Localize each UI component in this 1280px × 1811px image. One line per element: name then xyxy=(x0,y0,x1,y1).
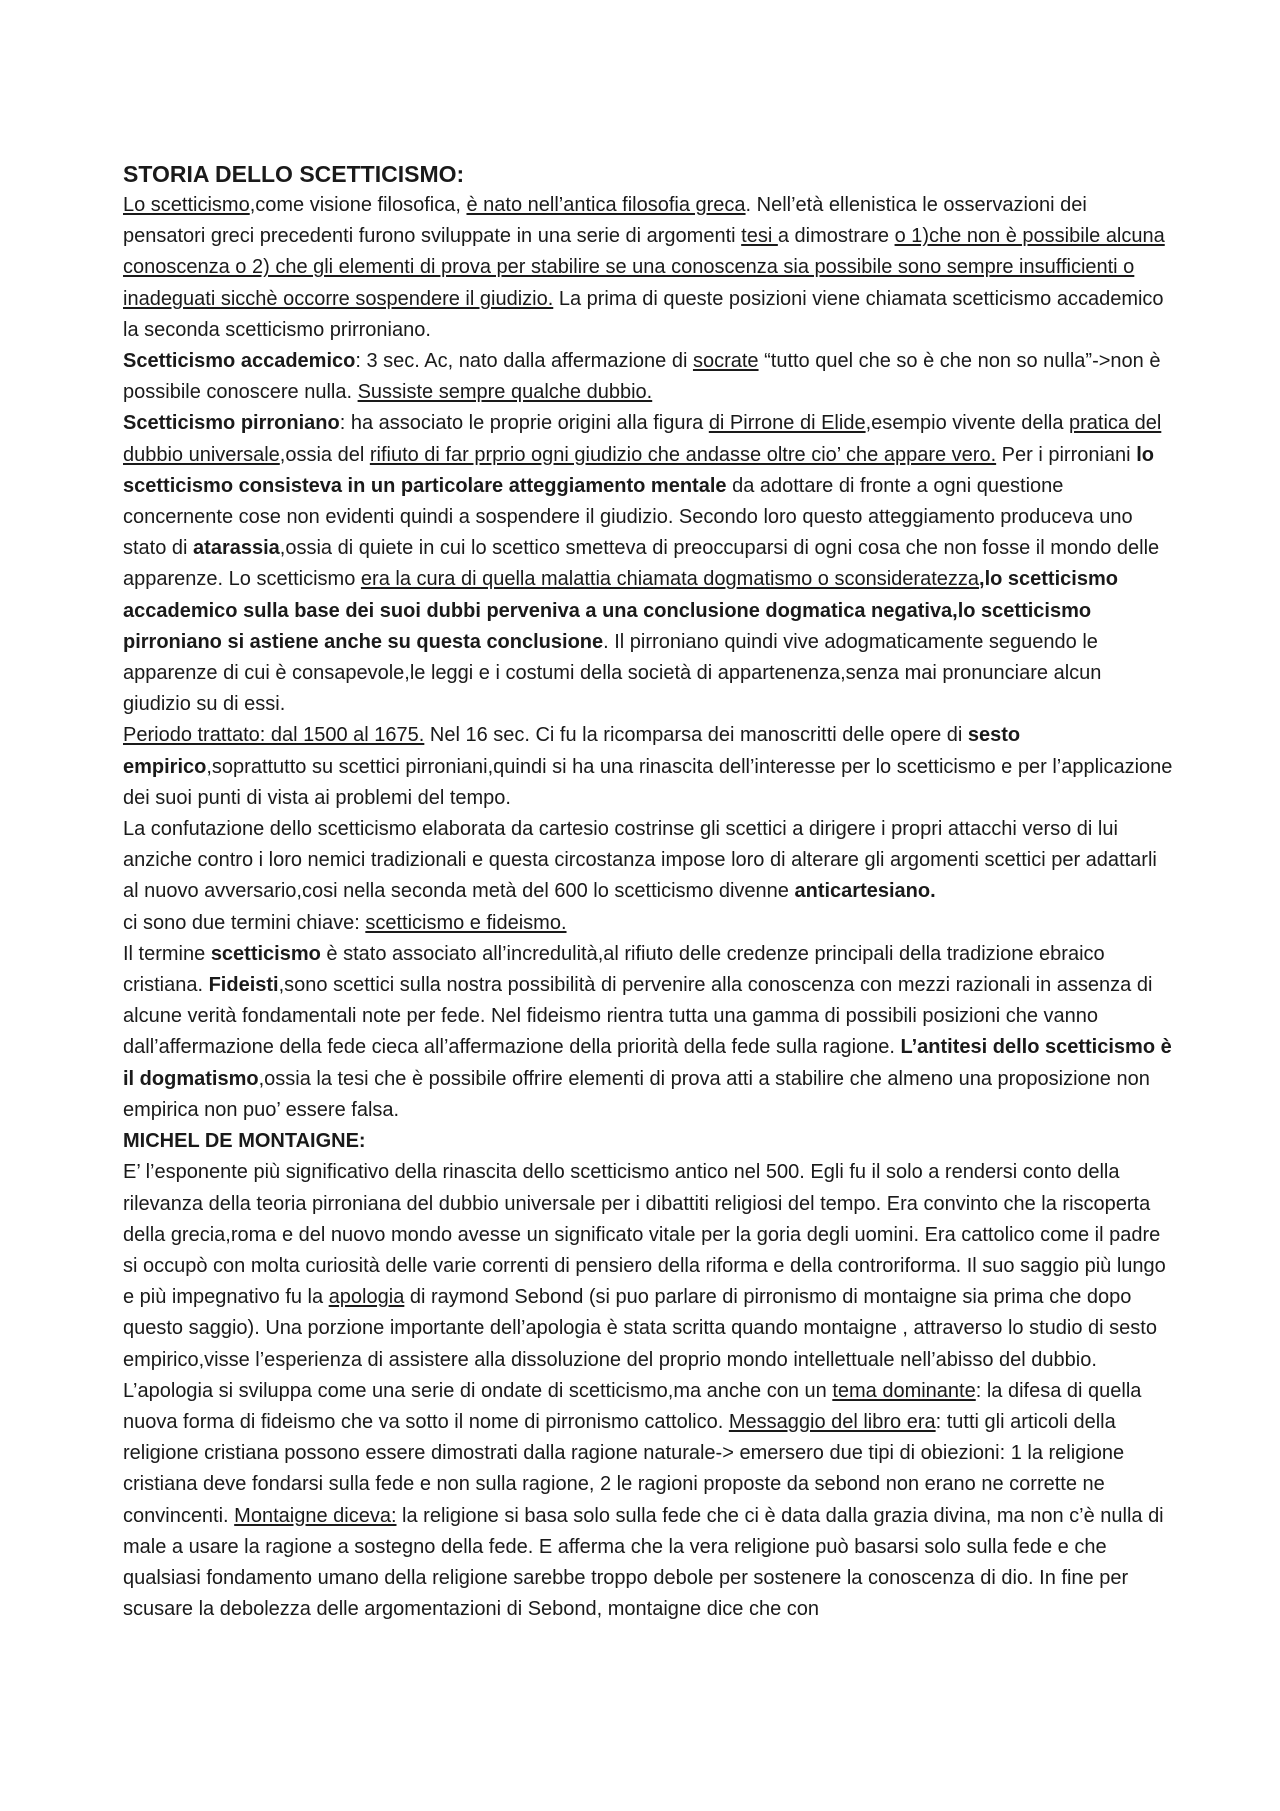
text-run: E’ l’esponente più significativo della rinascita dello scetticismo antico nel 500. Egli fu il solo a rendersi conto della rilevanza della teoria pirroniana del dubbio universale per i dibattiti religiosi del tempo. Era convinto che la riscoperta della grecia,roma e del nuovo mondo avesse un significato vitale per la goria degli uomini. Era cattolico come il padre si occupò con molta curiosità delle varie correnti di pensiero della riforma e della controriforma. Il suo saggio più lungo e più impegnativo fu la xyxy=(123,1161,1166,1309)
text-run: : 3 sec. Ac, nato dalla affermazione di xyxy=(355,350,693,373)
text-run: scetticismo e fideismo. xyxy=(365,911,567,934)
text-run: ,sono scettici sulla nostra possibilità di pervenire alla conoscenza con mezzi razionali in assenza di alcune verità fondamentali note per fede. Nel fideismo rientra tutta una gamma di possibili posizioni che vanno dall’affermazione della fede cieca all’affermazione della priorità della fede sulla ragione. xyxy=(123,974,1153,1059)
text-run: Scetticismo accademico xyxy=(123,350,356,373)
text-run: o 1)che non è possibile alcuna conoscenza o 2) che gli elementi di prova per stabilire se una conoscenza sia possibile sono sempre insufficienti o inadeguati sicchè occorre sospendere il giudizio. xyxy=(123,225,1165,310)
text-run: ci sono due termini chiave: xyxy=(123,911,366,934)
text-run: sesto empirico xyxy=(123,724,1021,778)
montaigne-heading: MICHEL DE MONTAIGNE: xyxy=(123,1130,366,1153)
text-run: scetticismo xyxy=(210,942,321,965)
intro-paragraph xyxy=(123,190,1173,346)
text-run: “tutto quel che so è che non so nulla”->non è possibile conoscere nulla. xyxy=(123,350,1161,404)
text-run: lo scetticismo consisteva in un particolare atteggiamento mentale xyxy=(123,443,1154,497)
document-title: STORIA DELLO SCETTICISMO: xyxy=(123,161,465,187)
text-run: ,esempio vivente della xyxy=(865,412,1070,435)
text-run: tema dominante xyxy=(832,1379,976,1402)
text-run: di raymond Sebond (si puo parlare di pirronismo di montaigne sia prima che dopo questo saggio). Una porzione importante dell’apologia è stata scritta quando montaigne , attraverso lo studio di sesto empirico,visse l’esperienza di assistere alla dissoluzione del proprio mondo intellettuale nell’abisso del dubbio. L’apologia si sviluppa come una serie di ondate di scetticismo,ma anche con un xyxy=(123,1286,1157,1402)
text-run: Lo scetticismo xyxy=(123,194,250,216)
text-run: . Nell’età ellenistica le osservazioni dei pensatori greci precedenti furono sviluppate in una serie di argomenti xyxy=(123,194,1087,248)
text-run: : tutti gli articoli della religione cristiana possono essere dimostrati dalla ragione naturale-> emersero due tipi di obiezioni: 1 la religione cristiana deve fondarsi sulla fede e non sulla ragione, 2 le ragioni proposte da sebond non erano ne corrette ne convincenti. xyxy=(123,1410,1125,1527)
text-run: da adottare di fronte a ogni questione concernente cose non evidenti quindi a sospendere il giudizio. Secondo loro questo atteggiamento produceva uno stato di xyxy=(123,474,1133,560)
text-run: socrate xyxy=(692,350,759,373)
text-run: tesi xyxy=(741,225,778,248)
montaigne-paragraph xyxy=(123,1157,1173,1625)
text-run: ,lo scetticismo accademico sulla base dei suoi dubbi perveniva a una conclusione dogmatica negativa,lo scetticismo pirroniano si astiene anche su questa conclusione xyxy=(123,568,1118,653)
pyrrhonian-skepticism-paragraph xyxy=(123,408,1173,720)
text-run: . Il pirroniano quindi vive adogmaticamente seguendo le apparenze di cui è consapevole,le leggi e i costumi della società di appartenenza,senza mai pronunciare alcun giudizio su di essi. xyxy=(123,630,1102,716)
text-run: ,come visione filosofica, xyxy=(249,194,467,216)
text-run: Sussiste sempre qualche dubbio. xyxy=(357,381,653,404)
text-run: è nato nell’antica filosofia greca xyxy=(466,194,746,216)
text-run: Scetticismo pirroniano xyxy=(123,412,340,435)
text-run: Fideisti xyxy=(208,974,279,997)
text-run: Messaggio del libro era xyxy=(728,1410,936,1433)
text-run: Per i pirroniani xyxy=(996,443,1137,466)
text-run: Nel 16 sec. Ci fu la ricomparsa dei manoscritti delle opere di xyxy=(424,724,968,747)
period-paragraph xyxy=(123,720,1173,814)
text-run: ,ossia di quiete in cui lo scettico smetteva di preoccuparsi di ogni cosa che non fosse il mondo delle apparenze. Lo scetticismo xyxy=(123,537,1160,591)
text-run: Periodo trattato: dal 1500 al 1675. xyxy=(123,724,425,747)
text-run: è stato associato all’incredulità,al rifiuto delle credenze principali della tradizione ebraico cristiana. xyxy=(123,942,1105,997)
text-run: anticartesiano. xyxy=(794,880,936,903)
text-run: ,ossia la tesi che è possibile offrire elementi di prova atti a stabilire che almeno una proposizione non empirica non puo’ essere falsa. xyxy=(123,1067,1150,1121)
text-run: : ha associato le proprie origini alla figura xyxy=(339,412,709,435)
key-terms-paragraph xyxy=(123,908,1173,939)
text-run: pratica del dubbio universale xyxy=(123,412,1162,466)
text-run: Il termine xyxy=(123,942,211,965)
text-run: ,ossia del xyxy=(279,443,370,466)
academic-skepticism-paragraph xyxy=(123,346,1173,408)
text-run: apologia xyxy=(328,1286,405,1309)
cartesio-paragraph xyxy=(123,814,1173,908)
text-run: L’antitesi dello scetticismo è il dogmatismo xyxy=(123,1036,1172,1090)
text-run: ,soprattutto su scettici pirroniani,quindi si ha una rinascita dell’interesse per lo scetticismo e per l’applicazione dei suoi punti di vista ai problemi del tempo. xyxy=(123,755,1173,809)
text-run: La prima di queste posizioni viene chiamata scetticismo accademico la seconda scetticismo prirroniano. xyxy=(123,287,1164,341)
fideism-paragraph xyxy=(123,939,1173,1126)
text-run: di Pirrone di Elide xyxy=(708,412,866,435)
text-run: : la difesa di quella nuova forma di fideismo che va sotto il nome di pirronismo cattolico. xyxy=(123,1379,1142,1433)
text-run: a dimostrare xyxy=(777,225,895,248)
text-run: atarassia xyxy=(193,537,280,560)
text-run: la religione si basa solo sulla fede che ci è data dalla grazia divina, ma non c’è nulla di male a usare la ragione a sostegno della fede. E afferma che la vera religione può basarsi solo sulla fede e che qualsiasi fondamento umano della religione sarebbe troppo debole per sostenere la conoscenza di dio. In fine per scusare la debolezza delle argomentazioni di Sebond, montaigne dice che con xyxy=(123,1504,1164,1621)
text-run: rifiuto di far prprio ogni giudizio che andasse oltre cio’ che appare vero. xyxy=(369,443,997,466)
document-page xyxy=(123,158,1173,1625)
text-run: era la cura di quella malattia chiamata dogmatismo o sconsideratezza xyxy=(360,568,980,591)
text-run: Montaigne diceva: xyxy=(234,1504,397,1527)
text-run: La confutazione dello scetticismo elaborata da cartesio costrinse gli scettici a dirigere i propri attacchi verso di lui anziche contro i loro nemici tradizionali e questa circostanza impose loro di alterare gli argomenti scettici per adattarli al nuovo avversario,cosi nella seconda metà del 600 lo scetticismo divenne xyxy=(123,818,1157,903)
